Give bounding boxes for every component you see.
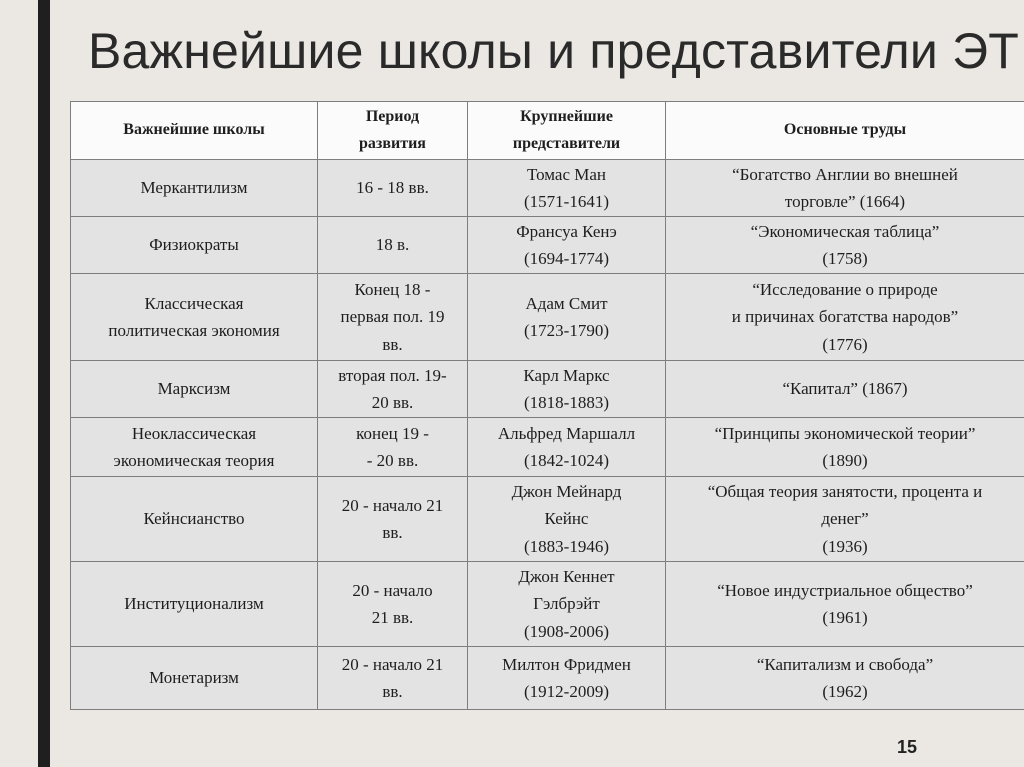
cell-school: Монетаризм [71,647,318,710]
schools-table [70,101,1024,710]
left-accent-bar [38,0,50,767]
cell-school: Институционализм [71,562,318,647]
cell-representatives: Милтон Фридмен (1912-2009) [468,647,666,710]
header-representatives: Крупнейшие представители [468,102,666,160]
table-row [71,647,1024,710]
table-row [71,361,1024,418]
table-row [71,477,1024,562]
cell-school: Классическая политическая экономия [71,274,318,361]
table-header-row [71,102,1024,160]
table-row [71,418,1024,477]
cell-period: вторая пол. 19- 20 вв. [318,361,468,418]
cell-period: 20 - начало 21 вв. [318,647,468,710]
cell-period: Конец 18 - первая пол. 19 вв. [318,274,468,361]
table-row [71,160,1024,217]
cell-works: “Новое индустриальное общество” (1961) [666,562,1024,647]
table-row [71,217,1024,274]
header-works: Основные труды [666,102,1024,160]
cell-works: “Капитализм и свобода” (1962) [666,647,1024,710]
cell-works: “Капитал” (1867) [666,361,1024,418]
cell-works: “Общая теория занятости, процента и денег” (1936) [666,477,1024,562]
cell-works: “Богатство Англии во внешней торговле” (1664) [666,160,1024,217]
header-period: Период развития [318,102,468,160]
cell-school: Кейнсианство [71,477,318,562]
cell-representatives: Франсуа Кенэ (1694-1774) [468,217,666,274]
cell-school: Марксизм [71,361,318,418]
table-row [71,274,1024,361]
cell-works: “Экономическая таблица” (1758) [666,217,1024,274]
cell-period: 16 - 18 вв. [318,160,468,217]
page-number: 15 [897,737,918,757]
cell-representatives: Альфред Маршалл (1842-1024) [468,418,666,477]
table-row [71,562,1024,647]
cell-works: “Исследование о природе и причинах богатства народов” (1776) [666,274,1024,361]
cell-school: Неоклассическая экономическая теория [71,418,318,477]
header-schools: Важнейшие школы [71,102,318,160]
cell-school: Физиократы [71,217,318,274]
cell-representatives: Томас Ман (1571-1641) [468,160,666,217]
cell-period: конец 19 - - 20 вв. [318,418,468,477]
cell-period: 20 - начало 21 вв. [318,562,468,647]
cell-representatives: Джон Кеннет Гэлбрэйт (1908-2006) [468,562,666,647]
cell-representatives: Адам Смит (1723-1790) [468,274,666,361]
cell-representatives: Джон Мейнард Кейнс (1883-1946) [468,477,666,562]
cell-works: “Принципы экономической теории” (1890) [666,418,1024,477]
cell-school: Меркантилизм [71,160,318,217]
slide-title: Важнейшие школы и представители ЭТ [88,23,1019,79]
cell-representatives: Карл Маркс (1818-1883) [468,361,666,418]
cell-period: 18 в. [318,217,468,274]
cell-period: 20 - начало 21 вв. [318,477,468,562]
